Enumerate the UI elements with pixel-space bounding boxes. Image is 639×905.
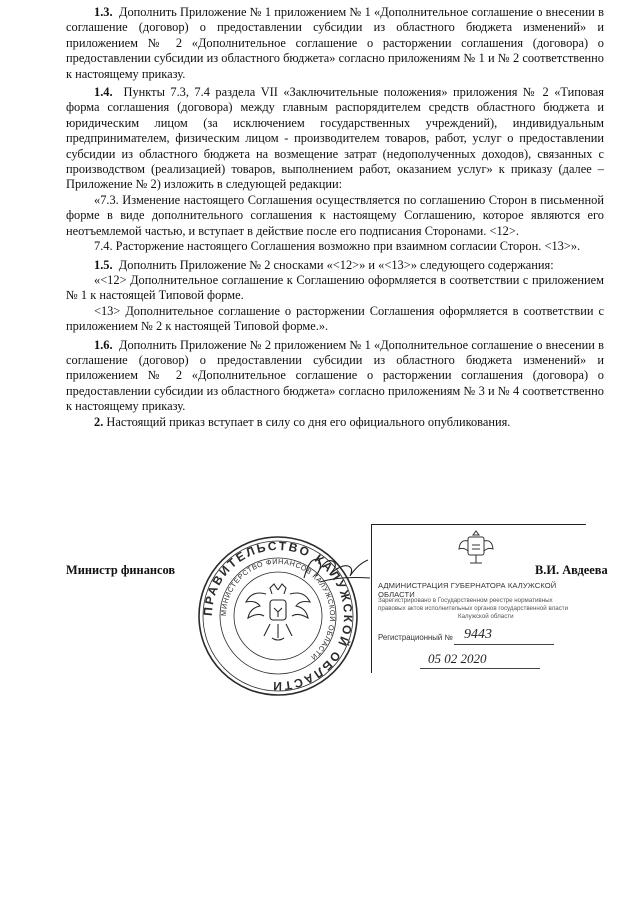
- paragraph-1-5: [66, 258, 604, 273]
- seal-outer-text: ПРАВИТЕЛЬСТВО КАЛУЖСКОЙ ОБЛАСТИ: [200, 538, 356, 694]
- stamp-reg-label: Регистрационный №: [378, 633, 453, 642]
- eagle-emblem-icon: [246, 584, 310, 640]
- document-body: [66, 5, 604, 430]
- paragraph-text: «7.3. Изменение настоящего Соглашения осуществляется по соглашению Сторон в письменной форме в виде дополнительного соглашения к настоящему Соглашению, которое являются его неотъемлемой частью, и вступает в действие после его подписания Сторонами. <12>.: [66, 192, 604, 238]
- stamp-line-3: Калужской области: [458, 613, 514, 620]
- paragraph-number: 2.: [94, 414, 104, 429]
- coat-of-arms-icon: [456, 527, 496, 567]
- paragraph-text: 7.4. Расторжение настоящего Соглашения возможно при взаимном согласии Сторон. <13>».: [94, 239, 581, 254]
- paragraph-2: [66, 415, 604, 430]
- paragraph-1-3: [66, 5, 604, 82]
- paragraph-text: Дополнить Приложение № 1 приложением № 1 «Дополнительное соглашение о внесении в соглашение (договор) о предоставлении субсидии из областного бюджета изменений» и приложением № 2 «Дополнительное соглашение о расторжении соглашения (договора) о предоставлении субсидии из областного бюджета» согласно приложениям № 1 и № 2 соответственно к настоящему приказу.: [66, 5, 604, 81]
- paragraph-text: <13> Дополнительное соглашение о расторжении Соглашения оформляется в соответствии с приложением № 2 к настоящей Типовой форме.».: [66, 303, 604, 334]
- seal-inner-text: МИНИСТЕРСТВО ФИНАНСОВ КАЛУЖСКОЙ ОБЛАСТИ: [218, 556, 338, 663]
- registration-stamp: [371, 524, 586, 673]
- paragraph-text: Пункты 7.3, 7.4 раздела VII «Заключительные положения» приложения № 2 «Типовая форма соглашения (договора) между главным распорядителем средств областного бюджета и юридическим лицом (за исключением государственных учреждений), индивидуальным предпринимателем, физическим лицом - производителем товаров, работ, услуг о предоставлении субсидии из областного бюджета на возмещение затрат (недополученных доходов), связанных с производством (реализацией) товаров, выполнением работ, оказанием услуг» к приказу (далее – Приложение № 2) изложить в следующей редакции:: [66, 85, 604, 192]
- stamp-date-underline: [420, 668, 540, 669]
- stamp-reg-number: 9443: [464, 627, 492, 642]
- signatory-position: Министр финансов: [66, 563, 176, 577]
- footnote-13: [66, 304, 604, 335]
- stamp-line-1: Зарегистрировано в Государственном реестре нормативных: [378, 597, 553, 604]
- paragraph-text: Дополнить Приложение № 2 сносками «<12>» и «<13>» следующего содержания:: [118, 257, 554, 272]
- paragraph-number: 1.4.: [94, 85, 113, 100]
- paragraph-text: Настоящий приказ вступает в силу со дня его официального опубликования.: [106, 414, 511, 429]
- paragraph-7-3: [66, 193, 604, 239]
- paragraph-text: «<12> Дополнительное соглашение к Соглашению оформляется в соответствии с приложением № 1 к настоящей Типовой форме.: [66, 272, 604, 303]
- handwritten-signature: [300, 548, 380, 588]
- stamp-line-2: правовых актов исполнительных органов государственной власти: [378, 605, 569, 612]
- stamp-date: 05 02 2020: [428, 651, 487, 666]
- paragraph-7-4: [66, 239, 604, 254]
- paragraph-number: 1.3.: [94, 5, 113, 19]
- paragraph-number: 1.6.: [94, 337, 113, 352]
- stamp-reg-underline: [454, 644, 554, 645]
- footnote-12: [66, 273, 604, 304]
- signatory-name: В.И. Авдеева: [535, 563, 608, 577]
- paragraph-number: 1.5.: [94, 257, 113, 272]
- paragraph-1-6: [66, 338, 604, 415]
- paragraph-text: Дополнить Приложение № 2 приложением № 1 «Дополнительное соглашение о внесении в соглашение (договор) о предоставлении субсидии из областного бюджета изменений» и приложением № 2 «Дополнительное соглашение о расторжении соглашения (договора) о предоставлении субсидии из областного бюджета» согласно приложениям № 3 и № 4 соответственно к настоящему приказу.: [66, 337, 604, 414]
- paragraph-1-4: [66, 85, 604, 193]
- stamp-title: АДМИНИСТРАЦИЯ ГУБЕРНАТОРА КАЛУЖСКОЙ ОБЛАСТИ: [378, 581, 557, 599]
